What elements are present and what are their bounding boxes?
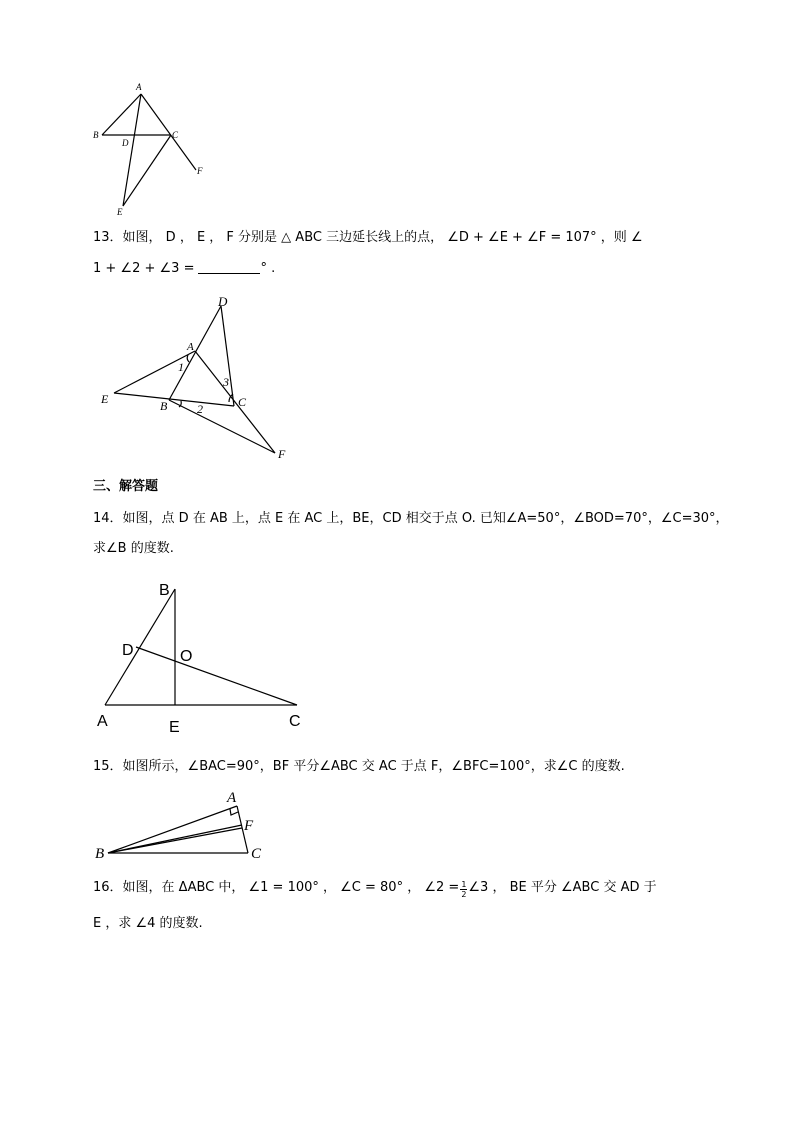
- question-13-line-1: 13．如图， D ， E ， F 分别是 △ ABC 三边延长线上的点， ∠D + ∠E + ∠F = 107° ，则 ∠: [93, 230, 643, 245]
- section-heading: 三、解答题: [93, 479, 159, 494]
- label-e: E: [169, 719, 180, 736]
- label-d: D: [122, 138, 129, 148]
- label-b: B: [159, 582, 170, 599]
- label-d: D: [122, 642, 134, 659]
- label-e: E: [117, 207, 123, 217]
- label-c: C: [172, 130, 179, 140]
- segment-dc: [221, 306, 234, 406]
- question-13-degree-suffix: ° .: [260, 261, 276, 276]
- label-b: B: [160, 399, 168, 413]
- segment-af: [195, 351, 275, 453]
- question-16-text-part-1: 16．如图，在 ΔABC 中， ∠1 = 100° ， ∠C = 80° ， ∠2 =: [93, 880, 460, 895]
- segment-bf: [169, 400, 275, 453]
- label-c: C: [251, 846, 262, 862]
- fraction-numerator: 1: [461, 880, 467, 889]
- label-f: F: [244, 818, 254, 834]
- segment-ec: [114, 393, 234, 406]
- segment-ce: [123, 135, 171, 206]
- label-f: F: [197, 166, 203, 176]
- question-13-expression: 1 + ∠2 + ∠3 =: [93, 261, 195, 276]
- segment-ac-extended: [141, 94, 196, 170]
- question-14-line-1: 14．如图，点 D 在 AB 上，点 E 在 AC 上，BE，CD 相交于点 O. 已知∠A=50°，∠BOD=70°，∠C=30°，: [93, 511, 729, 526]
- question-15-text: 15．如图所示，∠BAC=90°，BF 平分∠ABC 交 AC 于点 F，∠BFC=100°，求∠C 的度数.: [93, 759, 625, 774]
- label-a: A: [227, 790, 237, 806]
- label-c: C: [289, 713, 301, 730]
- angle-label-3: 3: [223, 375, 229, 389]
- label-f: F: [278, 447, 286, 461]
- segment-dc: [136, 647, 297, 705]
- angle-label-1: 1: [178, 360, 184, 374]
- figure-3-triangle-diagram: [92, 575, 312, 740]
- label-e: E: [101, 392, 109, 406]
- figure-1-triangle-diagram: [88, 78, 218, 223]
- question-13-line-2: [93, 260, 275, 278]
- question-14-line-2: 求∠B 的度数.: [93, 541, 174, 556]
- label-a: A: [97, 713, 108, 730]
- angle-1-arc: [187, 355, 189, 362]
- label-a: A: [187, 341, 194, 353]
- figure-4-right-triangle-diagram: [92, 785, 272, 865]
- label-d: D: [218, 294, 228, 309]
- segment-bd: [169, 306, 221, 400]
- angle-label-2: 2: [197, 402, 203, 416]
- right-angle-mark: [230, 809, 238, 815]
- label-a: A: [136, 82, 142, 92]
- question-16-line-1: [93, 879, 657, 899]
- label-o: O: [180, 648, 193, 665]
- label-b: B: [95, 846, 105, 862]
- question-16-text-part-2: ∠3 ， BE 平分 ∠ABC 交 AD 于: [468, 880, 657, 895]
- label-b: B: [93, 130, 99, 140]
- label-c: C: [238, 395, 247, 409]
- question-16-line-2: E ，求 ∠4 的度数.: [93, 916, 203, 931]
- fraction-denominator: 2: [461, 890, 467, 899]
- figure-2-triangle-diagram: [95, 290, 295, 465]
- fraction-one-half: [460, 880, 467, 899]
- answer-blank: [198, 261, 260, 274]
- segment-ab: [105, 589, 175, 705]
